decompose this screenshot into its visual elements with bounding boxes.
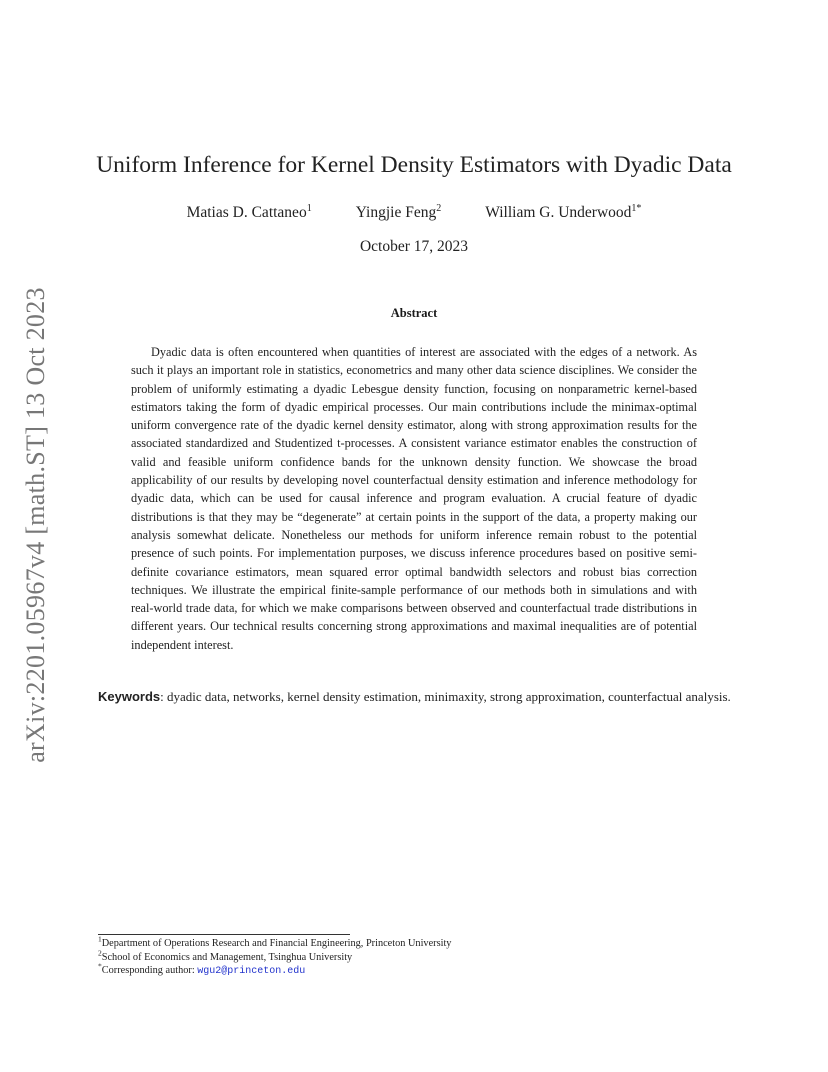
publication-date: October 17, 2023 — [359, 238, 469, 255]
footnote-mark: 1 — [98, 934, 102, 944]
author-name: Matias D. Cattaneo — [186, 204, 307, 221]
footnote-text: School of Economics and Management, Tsinghua University — [101, 951, 353, 963]
footnote — [98, 934, 738, 951]
email-link[interactable]: wgu2@princeton.edu — [197, 966, 306, 977]
footnote-mark: * — [98, 961, 102, 971]
affiliation-mark: 1* — [631, 202, 642, 214]
footnote-divider — [98, 934, 350, 935]
author-name: William G. Underwood — [485, 204, 632, 221]
author — [356, 204, 442, 222]
footnote — [98, 948, 738, 965]
footnote-text: Department of Operations Research and Financial Engineering, Princeton University — [101, 938, 452, 949]
affiliation-mark: 2 — [436, 202, 442, 214]
author — [485, 204, 641, 222]
footnote-mark: 2 — [98, 948, 102, 958]
abstract-text: Dyadic data is often encountered when quantities of interest are associated with the edges of a network. As such it plays an important role in statistics, econometrics and many other data science disciplines. We consider the problem of uniformly estimating a dyadic Lebesgue density function, focusing on nonparametric kernel-based estimators taking the form of dyadic empirical processes. Our main contributions include the minimax-optimal uniform convergence rate of the dyadic kernel density estimator, along with strong approximation results for the associated standardized and Studentized t-processes. A consistent variance estimator enables the construction of valid and feasible uniform confidence bands for the unknown density function. We showcase the broad applicability of our results by developing novel counterfactual density estimation and inference methodology for dyadic data, which can be used for causal inference and program evaluation. A crucial feature of dyadic distributions is that they may be “degenerate” at certain points in the support of the data, a property making our analysis somewhat delicate. Nonetheless our methods for uniform inference remain robust to the potential presence of such points. For implementation purposes, we discuss inference procedures based on positive semi-definite covariance estimators, mean squared error optimal bandwidth selectors and robust bias correction techniques. We illustrate the empirical finite-sample performance of our methods both in simulations and with real-world trade data, for which we make comparisons between observed and counterfactual trade distributions in different years. Our technical results concerning strong approximations and maximal inequalities are of potential independent interest. — [131, 345, 697, 652]
author — [187, 204, 312, 222]
footnote — [98, 961, 738, 979]
author-list — [0, 204, 828, 222]
abstract-heading: Abstract — [390, 306, 438, 320]
keywords-label: Keywords — [98, 689, 161, 704]
paper-title: Uniform Inference for Kernel Density Estimators with Dyadic Data — [96, 152, 732, 178]
footnote-text: Corresponding author: — [101, 965, 198, 976]
footnotes — [98, 934, 738, 979]
keywords-text: : dyadic data, networks, kernel density estimation, minimaxity, strong approximation, counterfactual analysis. — [160, 689, 731, 704]
affiliation-mark: 1 — [306, 202, 312, 214]
keywords-paragraph — [98, 687, 746, 706]
author-name: Yingjie Feng — [355, 204, 437, 221]
arxiv-identifier-stamp: arXiv:2201.05967v4 [math.ST] 13 Oct 2023 — [21, 287, 50, 763]
